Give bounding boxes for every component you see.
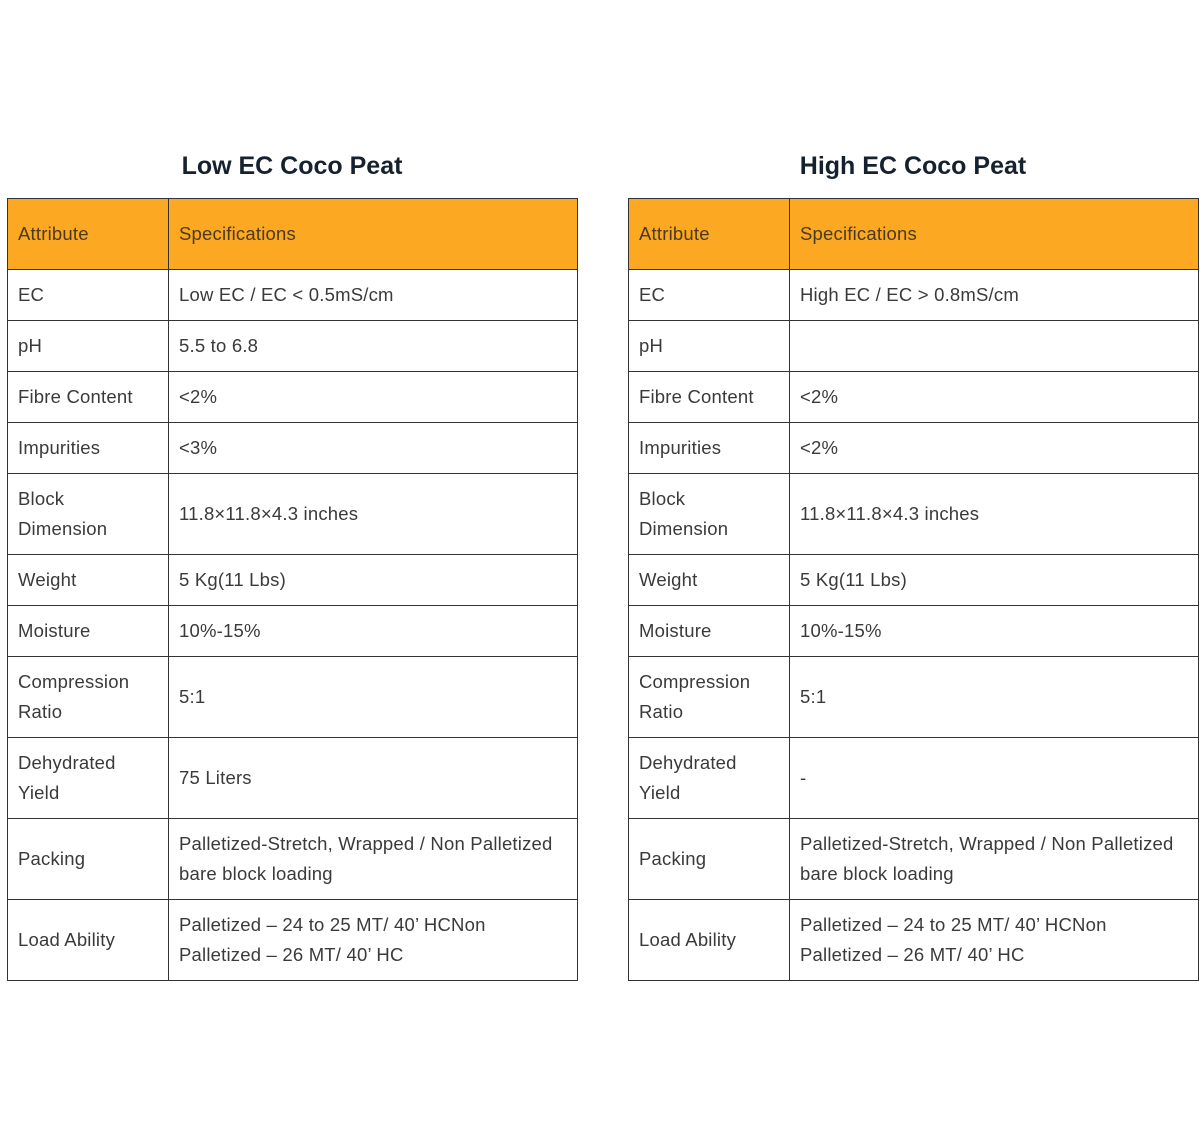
attribute-cell: Block Dimension xyxy=(629,474,790,555)
value-cell: 5 Kg(11 Lbs) xyxy=(169,555,578,606)
value-cell: 5.5 to 6.8 xyxy=(169,321,578,372)
panel-title: High EC Coco Peat xyxy=(799,152,1027,180)
table-row xyxy=(8,474,578,555)
value-cell: High EC / EC > 0.8mS/cm xyxy=(790,270,1199,321)
attribute-cell: Compression Ratio xyxy=(8,657,169,738)
attribute-cell: EC xyxy=(629,270,790,321)
attribute-cell: Dehydrated Yield xyxy=(629,738,790,819)
table-row xyxy=(8,270,578,321)
table-row xyxy=(629,372,1199,423)
value-cell: Palletized-Stretch, Wrapped / Non Palletized bare block loading xyxy=(169,819,578,900)
value-cell: <2% xyxy=(790,372,1199,423)
value-cell: <2% xyxy=(790,423,1199,474)
value-cell: 10%-15% xyxy=(169,606,578,657)
value-cell: - xyxy=(790,738,1199,819)
table-row xyxy=(629,321,1199,372)
attribute-cell: Weight xyxy=(629,555,790,606)
table-row xyxy=(8,819,578,900)
attribute-cell: Fibre Content xyxy=(8,372,169,423)
table-row xyxy=(629,900,1199,981)
attribute-cell: pH xyxy=(629,321,790,372)
attribute-cell: Load Ability xyxy=(8,900,169,981)
table-row xyxy=(8,606,578,657)
table-header-row xyxy=(629,199,1199,270)
high-ec-spec-table xyxy=(628,198,1199,981)
table-row xyxy=(629,657,1199,738)
attribute-cell: Compression Ratio xyxy=(629,657,790,738)
value-cell: 11.8×11.8×4.3 inches xyxy=(790,474,1199,555)
value-cell: Palletized – 24 to 25 MT/ 40’ HCNon Palletized – 26 MT/ 40’ HC xyxy=(169,900,578,981)
table-row xyxy=(629,423,1199,474)
table-row xyxy=(8,900,578,981)
low-ec-spec-table xyxy=(7,198,578,981)
attribute-cell: Load Ability xyxy=(629,900,790,981)
table-row xyxy=(8,321,578,372)
value-cell: 5 Kg(11 Lbs) xyxy=(790,555,1199,606)
table-row xyxy=(629,606,1199,657)
table-row xyxy=(8,372,578,423)
attribute-cell: Dehydrated Yield xyxy=(8,738,169,819)
value-cell: Palletized-Stretch, Wrapped / Non Palletized bare block loading xyxy=(790,819,1199,900)
attribute-cell: Impurities xyxy=(8,423,169,474)
attribute-cell: Packing xyxy=(629,819,790,900)
attribute-cell: Packing xyxy=(8,819,169,900)
header-attribute: Attribute xyxy=(8,199,169,270)
table-row xyxy=(8,423,578,474)
table-row xyxy=(629,738,1199,819)
value-cell: 5:1 xyxy=(790,657,1199,738)
table-row xyxy=(629,819,1199,900)
attribute-cell: Impurities xyxy=(629,423,790,474)
attribute-cell: Moisture xyxy=(629,606,790,657)
header-attribute: Attribute xyxy=(629,199,790,270)
table-header-row xyxy=(8,199,578,270)
attribute-cell: Fibre Content xyxy=(629,372,790,423)
header-specifications: Specifications xyxy=(169,199,578,270)
table-row xyxy=(629,270,1199,321)
header-specifications: Specifications xyxy=(790,199,1199,270)
panel-title: Low EC Coco Peat xyxy=(181,152,403,180)
high-ec-panel xyxy=(628,150,1198,981)
attribute-cell: EC xyxy=(8,270,169,321)
value-cell: 5:1 xyxy=(169,657,578,738)
value-cell xyxy=(790,321,1199,372)
table-row xyxy=(629,474,1199,555)
table-row xyxy=(8,657,578,738)
value-cell: Palletized – 24 to 25 MT/ 40’ HCNon Palletized – 26 MT/ 40’ HC xyxy=(790,900,1199,981)
value-cell: 10%-15% xyxy=(790,606,1199,657)
attribute-cell: pH xyxy=(8,321,169,372)
value-cell: 11.8×11.8×4.3 inches xyxy=(169,474,578,555)
value-cell: <3% xyxy=(169,423,578,474)
value-cell: Low EC / EC < 0.5mS/cm xyxy=(169,270,578,321)
table-row xyxy=(629,555,1199,606)
attribute-cell: Weight xyxy=(8,555,169,606)
table-row xyxy=(8,555,578,606)
value-cell: 75 Liters xyxy=(169,738,578,819)
attribute-cell: Block Dimension xyxy=(8,474,169,555)
value-cell: <2% xyxy=(169,372,578,423)
table-row xyxy=(8,738,578,819)
attribute-cell: Moisture xyxy=(8,606,169,657)
low-ec-panel xyxy=(7,150,577,981)
